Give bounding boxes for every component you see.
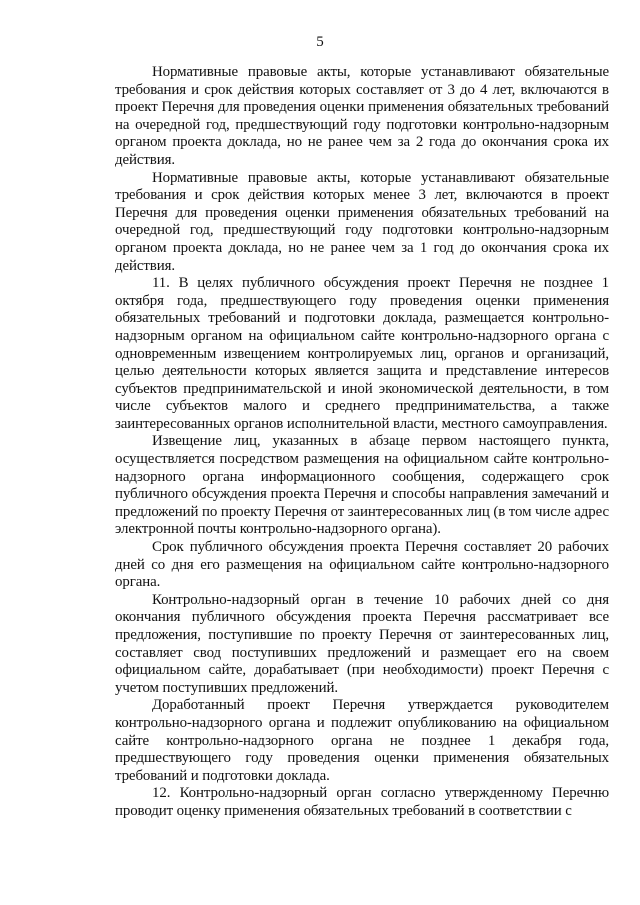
paragraph-approval: Доработанный проект Перечня утверждается руководителем контрольно-надзорного органа и подлежит опубликованию на официальном сайте контрольно-надзорного органа не позднее 1 декабря года, предшествующего году проведения оценки применения обязательных требований и подготовки доклада. [115, 697, 609, 784]
paragraph-acts-3-to-4-years: Нормативные правовые акты, которые устанавливают обязательные требования и срок действия которых составляет от 3 до 4 лет, включаются в проект Перечня для проведения оценки применения обязательных требований на очередной год, предшествующий году подготовки контрольно-надзорным органом проекта доклада, но не ранее чем за 2 года до окончания срока их действия. [115, 64, 609, 168]
paragraph-notification: Извещение лиц, указанных в абзаце первом настоящего пункта, осуществляется посредством размещения на официальном сайте контрольно-надзорного органа информационного сообщения, содержащего срок публичного обсуждения проекта Перечня и способы направления замечаний и предложений по проекту Перечня от заинтересованных лиц (в том числе адрес электронной почты контрольно-надзорного органа). [115, 433, 609, 538]
paragraph-item-12: 12. Контрольно-надзорный орган согласно утвержденному Перечню проводит оценку применения обязательных требований в соответствии с [115, 785, 609, 819]
paragraph-review-proposals: Контрольно-надзорный орган в течение 10 рабочих дней со дня окончания публичного обсуждения проекта Перечня рассматривает все предложения, поступившие по проекту Перечня от заинтересованных лиц, составляет свод поступивших предложений и размещает его на своем официальном сайте, дорабатывает (при необходимости) проект Перечня с учетом поступивших предложений. [115, 591, 609, 696]
paragraph-discussion-period: Срок публичного обсуждения проекта Перечня составляет 20 рабочих дней со дня его размещения на официальном сайте контрольно-надзорного органа. [115, 539, 609, 591]
paragraph-acts-under-3-years: Нормативные правовые акты, которые устанавливают обязательные требования и срок действия которых менее 3 лет, включаются в проект Перечня для проведения оценки применения обязательных требований на очередной год, предшествующий году подготовки контрольно-надзорным органом проекта доклада, но не ранее чем за 1 год до окончания срока их действия. [115, 169, 609, 274]
paragraph-item-11: 11. В целях публичного обсуждения проект Перечня не позднее 1 октября года, предшествующего году проведения оценки применения обязательных требований и подготовки доклада, размещается контрольно-надзорным органом на официальном сайте контрольно-надзорного органа с одновременным извещением контролируемых лиц, органов и организаций, целью деятельности которых является защита и представление интересов субъектов предпринимательской и иной экономической деятельности, в том числе субъектов малого и среднего предпринимательства, а также заинтересованных органов исполнительной власти, местного самоуправления. [115, 275, 609, 432]
document-body [115, 64, 609, 821]
page-number: 5 [316, 34, 324, 50]
